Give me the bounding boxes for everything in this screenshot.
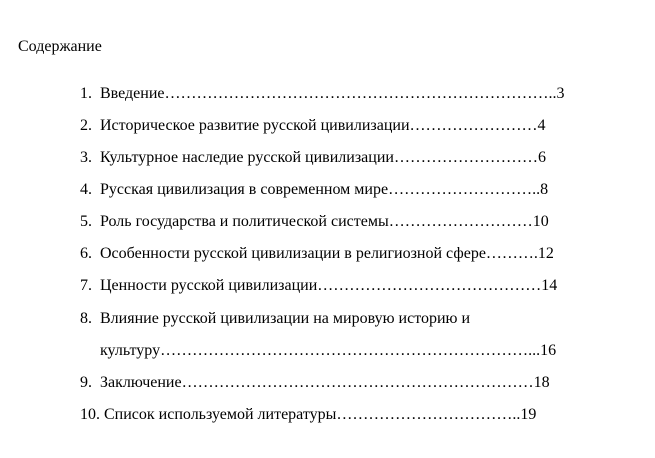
toc-item-conclusion: 9. Заключение…………………………………………………………18 (80, 374, 550, 391)
toc-item-world-influence-continued: культуру……………………………………………………………...16 (80, 342, 557, 359)
toc-item-values: 7. Ценности русской цивилизации……………………………………14 (80, 277, 558, 294)
toc-item-religion: 6. Особенности русской цивилизации в религиозной сфере……….12 (80, 245, 554, 262)
toc-item-cultural-heritage: 3. Культурное наследие русской цивилизации………………………6 (80, 149, 546, 166)
toc-item-state-role: 5. Роль государства и политической системы………………………10 (80, 213, 549, 230)
toc-title: Содержание (18, 38, 102, 55)
toc-item-historical-development: 2. Историческое развитие русской цивилизации……………………4 (80, 117, 546, 134)
toc-item-introduction: 1. Введение………………………………………………………………..3 (80, 85, 565, 102)
toc-item-bibliography: 10. Список используемой литературы……………………………..19 (80, 406, 537, 423)
toc-item-modern-world: 4. Русская цивилизация в современном мире………………………..8 (80, 181, 549, 198)
toc-item-world-influence: 8. Влияние русской цивилизации на мировую историю и (80, 310, 471, 327)
